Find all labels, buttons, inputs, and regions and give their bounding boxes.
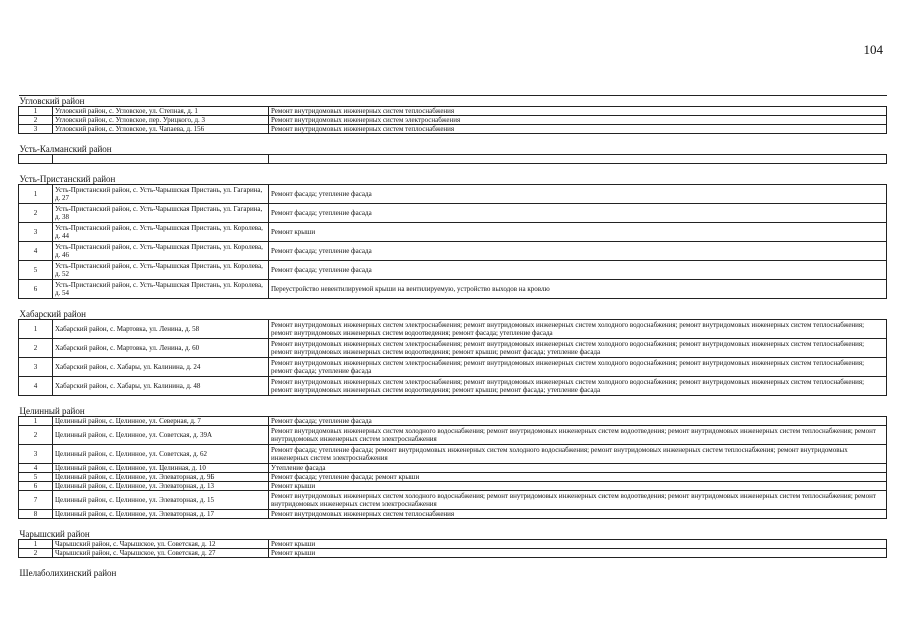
district-header-row: [19, 558, 887, 579]
works-cell: Ремонт внутридомовых инженерных систем электроснабжения; ремонт внутридомовых инженерных систем холодного водоснабжения; ремонт внутридомовых инженерных систем теплоснабжения; ремонт внутридомовых инженерных систем водоотведения; ремонт крыши; ремонт фасада; утепление фасада: [269, 377, 887, 396]
address-cell: Хабарский район, с. Хабары, ул. Калинина, д. 48: [53, 377, 269, 396]
table-row: [19, 242, 887, 261]
address-cell: Усть-Пристанский район, с. Усть-Чарышская Пристань, ул. Королева, д. 52: [53, 261, 269, 280]
table-row: [19, 377, 887, 396]
row-number: 2: [19, 549, 53, 558]
row-number: 6: [19, 280, 53, 299]
row-number: 1: [19, 185, 53, 204]
works-cell: Ремонт внутридомовых инженерных систем электроснабжения; ремонт внутридомовых инженерных систем холодного водоснабжения; ремонт внутридомовых инженерных систем теплоснабжения; ремонт фасада; утепление фасада: [269, 358, 887, 377]
table-row: [19, 339, 887, 358]
address-cell: Целинный район, с. Целинное, ул. Советская, д. 62: [53, 445, 269, 464]
repair-program-table-sheet: [18, 95, 886, 578]
address-cell: Усть-Пристанский район, с. Усть-Чарышская Пристань, ул. Гагарина, д. 38: [53, 204, 269, 223]
table-row: [19, 155, 887, 164]
table-row: [19, 540, 887, 549]
repair-program-table: [18, 95, 887, 578]
page-number: 104: [863, 42, 883, 57]
district-name: Шелаболихинский район: [19, 568, 117, 578]
table-row: [19, 320, 887, 339]
row-number: 1: [19, 417, 53, 426]
address-cell: Целинный район, с. Целинное, ул. Элеваторная, д. 17: [53, 510, 269, 519]
address-cell: Целинный район, с. Целинное, ул. Элеваторная, д. 13: [53, 482, 269, 491]
address-cell: Усть-Пристанский район, с. Усть-Чарышская Пристань, ул. Королева, д. 44: [53, 223, 269, 242]
address-cell: Чарышский район, с. Чарышское, ул. Советская, д. 12: [53, 540, 269, 549]
address-cell: Угловский район, с. Угловское, ул. Чапаева, д. 156: [53, 125, 269, 134]
works-cell: Ремонт внутридомовых инженерных систем электроснабжения; ремонт внутридомовых инженерных систем холодного водоснабжения; ремонт внутридомовых инженерных систем теплоснабжения; ремонт внутридомовых инженерных систем водоотведения; ремонт крыши; ремонт фасада; утепление фасада: [269, 339, 887, 358]
row-number: [19, 155, 53, 164]
table-row: [19, 280, 887, 299]
address-cell: Усть-Пристанский район, с. Усть-Чарышская Пристань, ул. Королева, д. 54: [53, 280, 269, 299]
works-cell: Ремонт внутридомовых инженерных систем электроснабжения; ремонт внутридомовых инженерных систем холодного водоснабжения; ремонт внутридомовых инженерных систем теплоснабжения; ремонт внутридомовых инженерных систем водоотведения; ремонт фасада; утепление фасада: [269, 320, 887, 339]
table-row: [19, 125, 887, 134]
works-cell: Ремонт крыши: [269, 482, 887, 491]
district-name: Целинный район: [19, 406, 85, 416]
district-header-cell: [19, 299, 887, 320]
works-cell: Ремонт внутридомовых инженерных систем теплоснабжения: [269, 107, 887, 116]
address-cell: Чарышский район, с. Чарышское, ул. Советская, д. 27: [53, 549, 269, 558]
row-number: 4: [19, 464, 53, 473]
row-number: 2: [19, 339, 53, 358]
district-header-row: [19, 96, 887, 107]
table-row: [19, 510, 887, 519]
table-body: [19, 96, 887, 579]
works-cell: [269, 155, 887, 164]
district-header-cell: [19, 164, 887, 185]
address-cell: Угловский район, с. Угловское, пер. Урицкого, д. 3: [53, 116, 269, 125]
table-row: [19, 464, 887, 473]
table-row: [19, 426, 887, 445]
row-number: 3: [19, 445, 53, 464]
district-header-row: [19, 519, 887, 540]
works-cell: Ремонт крыши: [269, 549, 887, 558]
address-cell: Целинный район, с. Целинное, ул. Элеваторная, д. 15: [53, 491, 269, 510]
address-cell: Целинный район, с. Целинное, ул. Советская, д. 39А: [53, 426, 269, 445]
row-number: 3: [19, 125, 53, 134]
table-row: [19, 445, 887, 464]
table-row: [19, 107, 887, 116]
district-header-row: [19, 396, 887, 417]
row-number: 1: [19, 540, 53, 549]
works-cell: Ремонт внутридомовых инженерных систем электроснабжения: [269, 116, 887, 125]
works-cell: Ремонт фасада; утепление фасада: [269, 417, 887, 426]
row-number: 2: [19, 116, 53, 125]
row-number: 1: [19, 320, 53, 339]
district-header-row: [19, 134, 887, 155]
address-cell: Усть-Пристанский район, с. Усть-Чарышская Пристань, ул. Гагарина, д. 27: [53, 185, 269, 204]
address-cell: Хабарский район, с. Мартовка, ул. Ленина, д. 60: [53, 339, 269, 358]
table-row: [19, 358, 887, 377]
table-row: [19, 482, 887, 491]
works-cell: Ремонт фасада; утепление фасада; ремонт внутридомовых инженерных систем холодного водоснабжения; ремонт внутридомовых инженерных систем теплоснабжения; ремонт внутридомовых инженерных систем электроснабжения: [269, 445, 887, 464]
row-number: 8: [19, 510, 53, 519]
table-row: [19, 204, 887, 223]
district-header-row: [19, 164, 887, 185]
row-number: 2: [19, 204, 53, 223]
row-number: 7: [19, 491, 53, 510]
row-number: 3: [19, 223, 53, 242]
row-number: 6: [19, 482, 53, 491]
table-row: [19, 549, 887, 558]
address-cell: [53, 155, 269, 164]
works-cell: Ремонт фасада; утепление фасада: [269, 204, 887, 223]
row-number: 5: [19, 261, 53, 280]
address-cell: Усть-Пристанский район, с. Усть-Чарышская Пристань, ул. Королева, д. 46: [53, 242, 269, 261]
row-number: 1: [19, 107, 53, 116]
row-number: 4: [19, 377, 53, 396]
table-row: [19, 116, 887, 125]
district-header-cell: [19, 519, 887, 540]
table-row: [19, 223, 887, 242]
works-cell: Ремонт крыши: [269, 540, 887, 549]
works-cell: Ремонт внутридомовых инженерных систем холодного водоснабжения; ремонт внутридомовых инженерных систем водоотведения; ремонт внутридомовых инженерных систем теплоснабжения; ремонт внутридомовых инженерных систем электроснабжения: [269, 491, 887, 510]
row-number: 3: [19, 358, 53, 377]
table-row: [19, 491, 887, 510]
address-cell: Хабарский район, с. Мартовка, ул. Ленина, д. 58: [53, 320, 269, 339]
works-cell: Ремонт фасада; утепление фасада; ремонт крыши: [269, 473, 887, 482]
table-row: [19, 473, 887, 482]
district-header-cell: [19, 396, 887, 417]
district-name: Хабарский район: [19, 309, 86, 319]
district-header-cell: [19, 134, 887, 155]
works-cell: Ремонт внутридомовых инженерных систем теплоснабжения: [269, 125, 887, 134]
address-cell: Угловский район, с. Угловское, ул. Степная, д. 1: [53, 107, 269, 116]
works-cell: Переустройство невентилируемой крыши на вентилируемую, устройство выходов на кровлю: [269, 280, 887, 299]
district-header-cell: [19, 96, 887, 107]
table-row: [19, 185, 887, 204]
address-cell: Хабарский район, с. Хабары, ул. Калинина, д. 24: [53, 358, 269, 377]
works-cell: Ремонт фасада; утепление фасада: [269, 242, 887, 261]
table-row: [19, 261, 887, 280]
district-header-row: [19, 299, 887, 320]
works-cell: Утепление фасада: [269, 464, 887, 473]
district-name: Угловский район: [19, 96, 85, 106]
table-row: [19, 417, 887, 426]
address-cell: Целинный район, с. Целинное, ул. Элеваторная, д. 9Б: [53, 473, 269, 482]
works-cell: Ремонт внутридомовых инженерных систем теплоснабжения: [269, 510, 887, 519]
district-name: Усть-Калманский район: [19, 144, 112, 154]
works-cell: Ремонт фасада; утепление фасада: [269, 185, 887, 204]
works-cell: Ремонт внутридомовых инженерных систем холодного водоснабжения; ремонт внутридомовых инженерных систем водоотведения; ремонт внутридомовых инженерных систем теплоснабжения; ремонт внутридомовых инженерных систем электроснабжения: [269, 426, 887, 445]
district-header-cell: [19, 558, 887, 579]
address-cell: Целинный район, с. Целинное, ул. Целинная, д. 10: [53, 464, 269, 473]
address-cell: Целинный район, с. Целинное, ул. Северная, д. 7: [53, 417, 269, 426]
row-number: 4: [19, 242, 53, 261]
row-number: 2: [19, 426, 53, 445]
district-name: Усть-Пристанский район: [19, 174, 116, 184]
works-cell: Ремонт крыши: [269, 223, 887, 242]
district-name: Чарышский район: [19, 529, 90, 539]
row-number: 5: [19, 473, 53, 482]
works-cell: Ремонт фасада; утепление фасада: [269, 261, 887, 280]
